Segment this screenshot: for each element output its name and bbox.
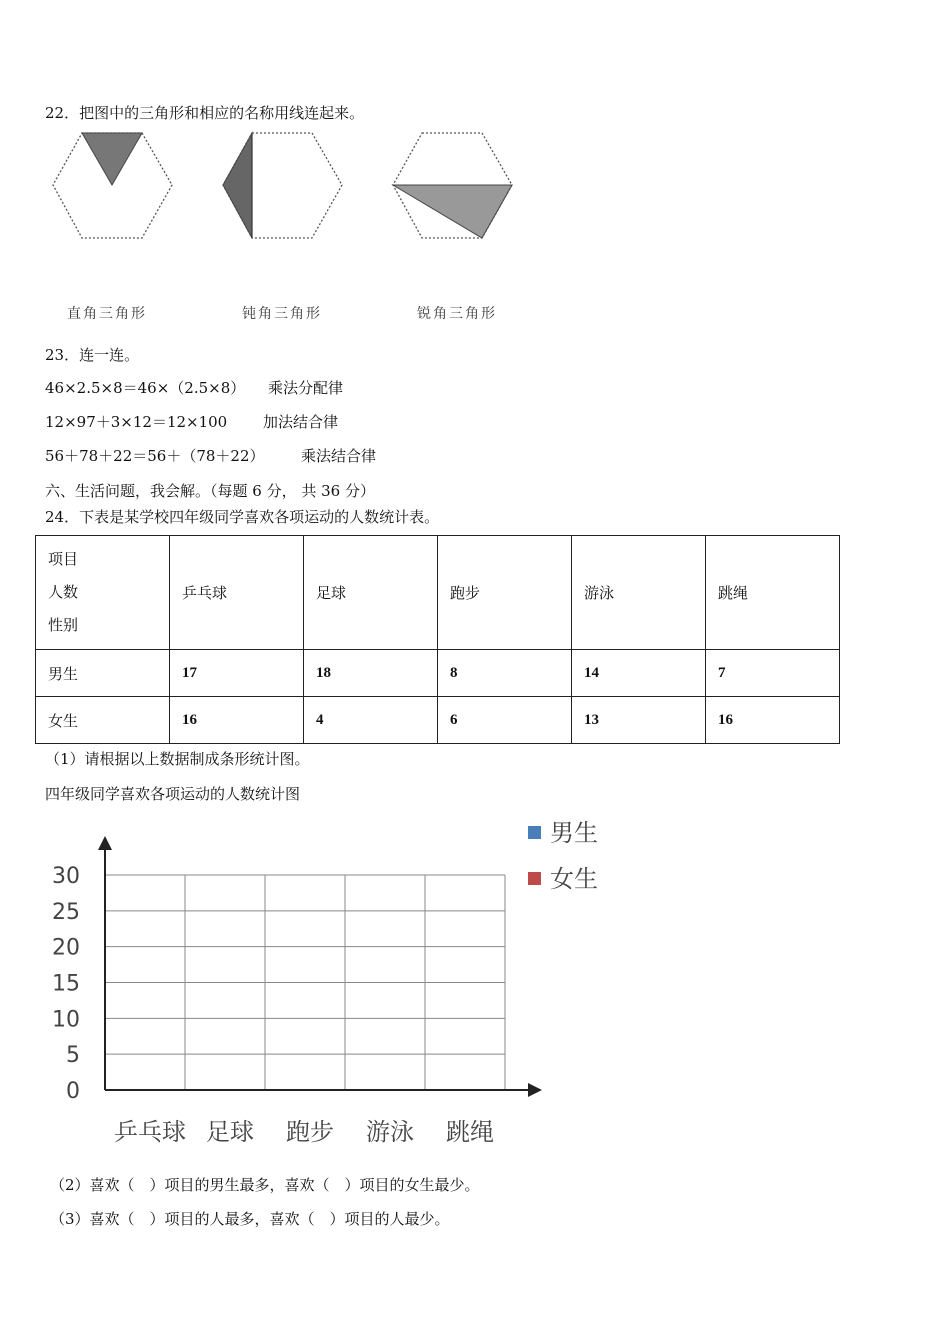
col-header: 跑步 — [438, 536, 572, 650]
y-tick-label: 25 — [52, 899, 80, 925]
col-header: 足球 — [304, 536, 438, 650]
col-header: 跳绳 — [706, 536, 840, 650]
q22-title: 22．把图中的三角形和相应的名称用线连起来。 — [45, 104, 365, 122]
corner-count: 人数 — [48, 583, 79, 601]
q23-expr-2: 12×97＋3×12＝12×100 — [45, 413, 228, 431]
table-row — [36, 697, 840, 744]
bar-chart[interactable] — [40, 810, 640, 1150]
x-tick-label: 跑步 — [286, 1118, 334, 1146]
corner-gender: 性别 — [48, 616, 79, 634]
row-label: 女生 — [36, 697, 170, 744]
x-tick-label: 跳绳 — [446, 1118, 494, 1146]
table-cell: 6 — [438, 697, 572, 744]
q24-part3: （3）喜欢（ ）项目的人最多，喜欢（ ）项目的人最少。 — [50, 1210, 450, 1228]
corner-item: 项目 — [48, 550, 79, 568]
table-cell: 16 — [706, 697, 840, 744]
section-6-heading: 六、生活问题，我会解。（每题 6 分， 共 36 分） — [45, 482, 375, 500]
y-tick-label: 5 — [66, 1043, 80, 1069]
y-tick-label: 10 — [52, 1007, 80, 1033]
legend-swatch — [528, 826, 541, 839]
y-tick-label: 30 — [52, 864, 80, 889]
q23-law-2: 加法结合律 — [263, 413, 339, 431]
label-right-triangle: 直角三角形 — [67, 306, 147, 322]
row-label: 男生 — [36, 650, 170, 697]
legend-swatch — [528, 872, 541, 885]
q24-title: 24．下表是某学校四年级同学喜欢各项运动的人数统计表。 — [45, 508, 440, 526]
table-cell: 4 — [304, 697, 438, 744]
hexagon-figure-3 — [390, 130, 515, 242]
table-corner-cell — [36, 536, 170, 650]
table-cell: 16 — [170, 697, 304, 744]
q23-title: 23．连一连。 — [45, 346, 140, 364]
q23-expr-1: 46×2.5×8＝46×（2.5×8） — [45, 379, 246, 397]
y-tick-label: 15 — [52, 971, 80, 997]
table-cell: 13 — [572, 697, 706, 744]
table-header-row — [36, 536, 840, 650]
chart-title: 四年级同学喜欢各项运动的人数统计图 — [45, 785, 301, 803]
label-obtuse-triangle: 钝角三角形 — [242, 306, 322, 322]
q24-part1: （1）请根据以上数据制成条形统计图。 — [45, 750, 310, 768]
hexagon-figure-1 — [50, 130, 175, 242]
q23-law-3: 乘法结合律 — [301, 447, 377, 465]
y-tick-label: 0 — [66, 1079, 80, 1104]
label-acute-triangle: 锐角三角形 — [417, 306, 497, 322]
sports-stats-table — [35, 535, 840, 744]
table-cell: 17 — [170, 650, 304, 697]
q23-law-1: 乘法分配律 — [268, 379, 344, 397]
col-header: 乒乓球 — [170, 536, 304, 650]
x-tick-label: 乒乓球 — [114, 1118, 186, 1146]
hexagon-figure-2 — [220, 130, 345, 242]
y-tick-label: 20 — [52, 935, 80, 961]
x-axis-arrow — [528, 1083, 542, 1097]
legend-label: 女生 — [550, 865, 598, 893]
x-tick-label: 游泳 — [366, 1118, 414, 1146]
q24-part2: （2）喜欢（ ）项目的男生最多，喜欢（ ）项目的女生最少。 — [50, 1176, 480, 1194]
table-row — [36, 650, 840, 697]
table-cell: 7 — [706, 650, 840, 697]
col-header: 游泳 — [572, 536, 706, 650]
y-axis-arrow — [98, 836, 112, 850]
table-cell: 18 — [304, 650, 438, 697]
table-cell: 14 — [572, 650, 706, 697]
x-tick-label: 足球 — [206, 1118, 254, 1146]
table-cell: 8 — [438, 650, 572, 697]
q23-expr-3: 56＋78＋22＝56＋（78＋22） — [45, 447, 265, 465]
legend-label: 男生 — [550, 819, 598, 847]
